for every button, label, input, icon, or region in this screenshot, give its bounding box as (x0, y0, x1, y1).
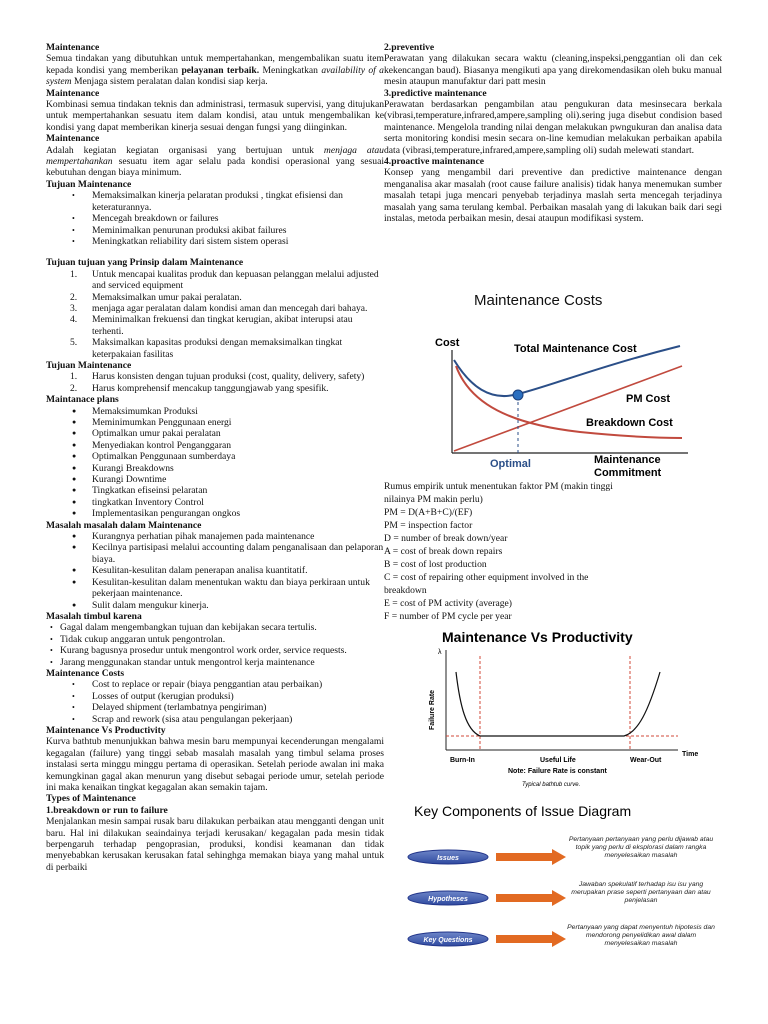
rumus-line: PM = inspection factor (384, 520, 473, 531)
list-item: • Delayed shipment (terlambatnya pengiriman) (46, 702, 384, 713)
list-item: 2. Harus komprehensif mencakup tanggungjawab yang spesifik. (70, 382, 329, 394)
rumus-block (384, 480, 614, 623)
timbul-heading: Masalah timbul karena (46, 610, 142, 622)
list-item: • Gagal dalam mengembangkan tujuan dan kebijakan secara tertulis. (46, 622, 384, 633)
list-item: ● Kesulitan-kesulitan dalam menentukan waktu dan biaya perkiraan untuk pekerjaan maintenance. (46, 577, 384, 600)
costs-y-label: Cost (435, 337, 460, 349)
list-item: 5. Maksimalkan kapasitas produksi dengan memaksimalkan tingkat keterpakaian fasilitas (70, 337, 343, 360)
x-label-line-1: Maintenance (594, 454, 661, 466)
list-item: • Meminimalkan penurunan produksi akibat failures (46, 225, 384, 236)
list-item: • Scrap and rework (sisa atau pengulangan pekerjaan) (46, 714, 384, 725)
issues-arrow-icon (496, 849, 566, 865)
plans-list (46, 406, 384, 520)
predictive-heading: 3.predictive maintenance (384, 87, 487, 99)
list-item: ● Optimalkan umur pakai peralatan (46, 428, 384, 439)
maintenance-definition-1: Semua tindakan yang dibutuhkan untuk mempertahankan, mengembalikan suatu item kepada kondisi yang memberikan pelayanan terbaik. Meningkatkan availability of a system Menjaga sistem peralatan dalan kondisi siap kerja. (46, 53, 384, 88)
hypotheses-description: Jawaban spekulatif terhadap isu isu yang merupakan prase seperti pertanyaan dan atau penjelasan (571, 881, 711, 905)
lambda-label: λ (438, 649, 442, 656)
key-questions-arrow-icon (496, 931, 566, 947)
list-item: 1. Harus konsisten dengan tujuan produksi (cost, quality, delivery, safety) (70, 371, 365, 383)
types-heading: Types of Maintenance (46, 793, 136, 805)
list-item: • Losses of output (kerugian produksi) (46, 691, 384, 702)
issues-description: Pertanyaan pertanyaan yang perlu dijawab atau topik yang perlu di eksplorasi dalam rangka menyelesaikan masalah (568, 836, 714, 860)
tujuan2-list (46, 371, 384, 394)
list-item: • Tidak cukup anggaran untuk pengontrolan. (46, 634, 384, 645)
rumus-line: C = cost of repairing other equipment involved in the breakdown (384, 572, 589, 596)
costs-title: Maintenance Costs (474, 292, 603, 309)
timbul-list (46, 622, 384, 668)
list-item: ● Kurangnya perhatian pihak manajemen pada maintenance (46, 531, 384, 542)
issue-row-issues (408, 849, 566, 865)
list-item: • Jarang menggunakan standar untuk mengontrol kerja maintenance (46, 657, 384, 668)
predictive-paragraph: Perawatan berdasarkan pengambilan atau pengukuran data mesinsecara berkala (vibrasi,temperature,infrared,ampere,sampling oli).sering juga disebut condision based maintenance. Mengelola tranding nilai dengan melakukan pwngukuran dan analisa data serta monitoring kondisi mesin secara on-line kemudian melakukan perbaikan apabila data (vibrasi,temperature,infrared,ampere,sampling oli) sudah melewati standart. (384, 99, 722, 156)
bathtub-figure (424, 626, 710, 796)
list-item: ● Optimalkan Penggunaan sumberdaya (46, 451, 384, 462)
rumus-line: Rumus empirik untuk menentukan faktor PM (makin tinggi nilainya PM makin perlu) (384, 481, 613, 505)
list-item: ● Kecilnya partisipasi melalui accounting dalam penganalisaan dan pelaporan biaya. (46, 542, 384, 565)
useful-life-label: Useful Life (540, 757, 576, 764)
rumus-line: A = cost of break down repairs (384, 546, 503, 557)
rumus-line: F = number of PM cycle per year (384, 611, 512, 622)
prinsip-heading: Tujuan tujuan yang Prinsip dalam Maintenance (46, 257, 244, 269)
list-item: • Kurang bagusnya prosedur untuk mengontrol work order, service requests. (46, 645, 384, 656)
list-item: 1. Untuk mencapai kualitas produk dan kepuasan pelanggan melalui adjusted and serviced equipment (70, 268, 379, 292)
costs-list (46, 679, 384, 725)
tujuan-heading: Tujuan Maintenance (46, 178, 132, 190)
list-item: ● Kurangi Downtime (46, 474, 384, 485)
optimal-label: Optimal (490, 458, 531, 470)
proactive-paragraph: Konsep yang mengambil dari preventive dan predictive maintenance dengan menganalisa akar masalah (root cause failure analisis) tidak hanya menemukan sumber masalah tetapi juga mencari penyebab terjadinya maslah serta mencegah terjadinya masalah yang sama terulang kembal. Perbaikan masalah yang di lakukan baik dari segi instalas, metoda perbaikan mesin, desai ataupun modifikasi system. (384, 167, 722, 225)
bathtub-note: Note: Failure Rate is constant (508, 768, 607, 775)
tujuan2-heading: Tujuan Maintenance (46, 359, 132, 371)
left-column (46, 42, 384, 873)
plans-heading: Maintanace plans (46, 394, 119, 406)
rumus-line: PM = D(A+B+C)/(EF) (384, 507, 473, 518)
right-column (384, 42, 722, 225)
list-item: ● Sulit dalam mengukur kinerja. (46, 600, 384, 611)
issue-row-hypotheses (408, 890, 566, 906)
rumus-line: E = cost of PM activity (average) (384, 598, 512, 609)
optimal-point (513, 390, 523, 400)
masalah-heading: Masalah masalah dalam Maintenance (46, 519, 202, 531)
maintenance-costs-figure (430, 286, 710, 480)
issue-diagram-title: Key Components of Issue Diagram (414, 803, 632, 819)
vs-paragraph: Kurva bathtub menunjukkan bahwa mesin baru mempunyai kecenderungan mengalami kegagalan (failure) yang tinggi sebab masalah masalah yang timbul selama proses instalasi serta minggu minggu pertama di operasikan. Setelah periode awalan ini maka kemungkinan gagal akan menurun yang disebut sebagai periode umur, setelah periode ini maka kenaikan tingkat kegagalan akan semakin tajam. (46, 736, 384, 793)
breakdown-heading: 1.breakdown or run to failure (46, 804, 168, 816)
costs-heading: Maintenance Costs (46, 667, 125, 679)
bathtub-title: Maintenance Vs Productivity (442, 629, 633, 645)
key-questions-description: Pertanyaan yang dapat menyentuh hipotesis dan mendorong penyelidikan awal dalam menyelesaikan masalah (567, 924, 715, 948)
list-item: 4. Meminimalkan frekuensi dan tingkat kerugian, akibat interupsi atau terhenti. (70, 314, 353, 337)
list-item: • Meningkatkan reliability dari sistem sistem operasi (46, 236, 384, 247)
hypotheses-label: Hypotheses (428, 896, 468, 903)
list-item: ● Implementasikan pengurangan ongkos (46, 508, 384, 519)
maintenance-heading-2: Maintenance (46, 87, 100, 99)
maintenance-heading-3: Maintenance (46, 133, 100, 145)
masalah-list (46, 531, 384, 611)
tujuan-list (46, 190, 384, 247)
pm-cost-label: PM Cost (626, 393, 670, 405)
maintenance-definition-2: Kombinasi semua tindakan teknis dan administrasi, termasuk supervisi, yang ditujukan untuk mempertahankan sesuatu item dalam kondisi, atau untuk mengembalikan ke kondisi yang dapat memberikan kinerja sesuai dengan fungsi yang diinginkan. (46, 99, 384, 133)
failure-rate-label: Failure Rate (429, 689, 436, 730)
breakdown-cost-label: Breakdown Cost (586, 417, 673, 429)
issues-label: Issues (437, 855, 459, 862)
x-label-line-2: Commitment (594, 467, 662, 479)
maintenance-heading-1: Maintenance (46, 42, 100, 53)
wear-out-label: Wear-Out (630, 757, 662, 764)
preventive-paragraph: Perawatan yang dilakukan secara waktu (cleaning,inspeksi,penggantian oli dan cek kekencangan baud). Biasanya mengikuti apa yang direkomendasikan oleh buku manual mesin ataupun manufaktur dari patt mesin (384, 53, 722, 88)
breakdown-paragraph: Menjalankan mesin sampai rusak baru dilakukan perbaikan atau mengganti dengan unit baru. Hal ini dilakukan seaindainya terjadi kerusakan/ kegagalan pada mesin tidak berpengaruh terhadap pengoprasian, produksi, kondisi keamanan dan tidak menyebabkan kerusakan kerusakan fatal sehinghga memakan biaya yang mahal untuk di perbaiki (46, 816, 384, 873)
list-item: ● Menyediakan kontrol Penganggaran (46, 440, 384, 451)
issue-row-key-questions (408, 931, 566, 947)
list-item: ● Meminimumkan Penggunaan energi (46, 417, 384, 428)
maintenance-definition-3: Adalah kegiatan kegiatan organisasi yang bertujuan untuk menjaga atau mempertahankan sesuatu item agar selalu pada kondisi operasional yang sesuai kebutuhan dengan biaya minimum. (46, 144, 384, 179)
list-item: ● tingkatkan Inventory Control (46, 497, 384, 508)
list-item: • Memaksimalkan kinerja pelaratan produksi , tingkat efisiensi dan keteraturannya. (46, 190, 384, 213)
list-item: ● Memaksimumkan Produksi (46, 406, 384, 417)
list-item: 2. Memaksimalkan umur pakai peralatan. (70, 291, 242, 303)
time-label: Time (682, 751, 699, 758)
bathtub-curve (456, 672, 660, 736)
bathtub-caption: Typical bathtub curve. (522, 782, 581, 788)
prinsip-list (46, 269, 384, 360)
proactive-heading: 4.proactive maintenance (384, 156, 485, 168)
list-item: • Cost to replace or repair (biaya penggantian atau perbaikan) (46, 679, 384, 690)
list-item: ● Kesulitan-kesulitan dalam penerapan analisa kuantitatif. (46, 565, 384, 576)
rumus-line: B = cost of lost production (384, 559, 487, 570)
hypotheses-arrow-icon (496, 890, 566, 906)
key-questions-label: Key Questions (423, 937, 473, 944)
rumus-line: D = number of break down/year (384, 533, 508, 544)
burn-in-label: Burn-In (450, 757, 475, 764)
total-cost-label: Total Maintenance Cost (514, 343, 637, 355)
list-item: • Mencegah breakdown or failures (46, 213, 384, 224)
list-item: ● Tingkatkan efiseinsi pelaratan (46, 485, 384, 496)
preventive-heading: 2.preventive (384, 42, 435, 53)
list-item: ● Kurangi Breakdowns (46, 463, 384, 474)
vs-heading: Maintenance Vs Productivity (46, 724, 166, 736)
list-item: 3. menjaga agar peralatan dalam kondisi aman dan mencegah dari bahaya. (70, 302, 368, 314)
